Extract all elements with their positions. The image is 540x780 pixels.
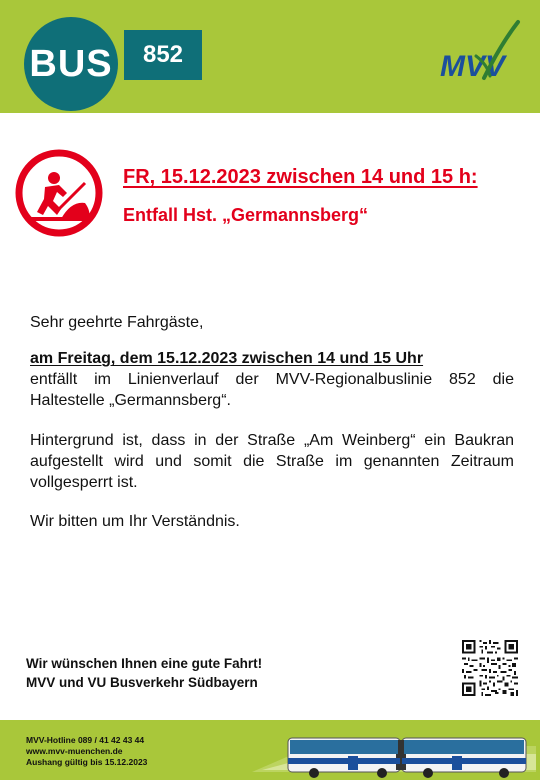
closing-line-1: Wir wünschen Ihnen eine gute Fahrt!	[26, 656, 263, 671]
qr-code-icon[interactable]	[462, 640, 518, 696]
closing-line-2: MVV und VU Busverkehr Südbayern	[26, 675, 258, 690]
mvv-logo-text: MVV	[440, 50, 506, 83]
construction-sign-icon	[15, 149, 103, 237]
articulated-bus-icon	[252, 726, 536, 778]
closure-detail-text: entfällt im Linienverlauf der MVV-Regionalbuslinie 852 die Haltestelle „Germannsberg“.	[30, 371, 514, 409]
line-number-box: 852	[124, 30, 202, 80]
notice-headline-date: FR, 15.12.2023 zwischen 14 und 15 h:	[123, 166, 478, 188]
hotline-text: MVV-Hotline 089 / 41 42 43 44	[26, 735, 145, 745]
validity-text: Aushang gültig bis 15.12.2023	[26, 757, 148, 767]
mvv-logo-icon	[436, 18, 522, 84]
header-bar	[0, 0, 540, 113]
closing-text	[26, 654, 262, 692]
closure-date-text: am Freitag, dem 15.12.2023 zwischen 14 und 15 Uhr	[30, 350, 424, 367]
footer-info	[26, 735, 147, 768]
notice-headline-stop: Entfall Hst. „Germannsberg“	[123, 205, 369, 225]
paragraph-closure	[30, 348, 514, 411]
bus-badge: BUS	[24, 17, 118, 111]
paragraph-apology: Wir bitten um Ihr Verständnis.	[30, 513, 240, 530]
greeting-text: Sehr geehrte Fahrgäste,	[30, 314, 204, 331]
paragraph-reason: Hintergrund ist, dass in der Straße „Am Weinberg“ ein Baukran aufgestellt wird und somit die Straße im genannten Zeitraum vollgesperrt ist.	[30, 432, 514, 491]
website-link[interactable]: www.mvv-muenchen.de	[26, 746, 123, 756]
